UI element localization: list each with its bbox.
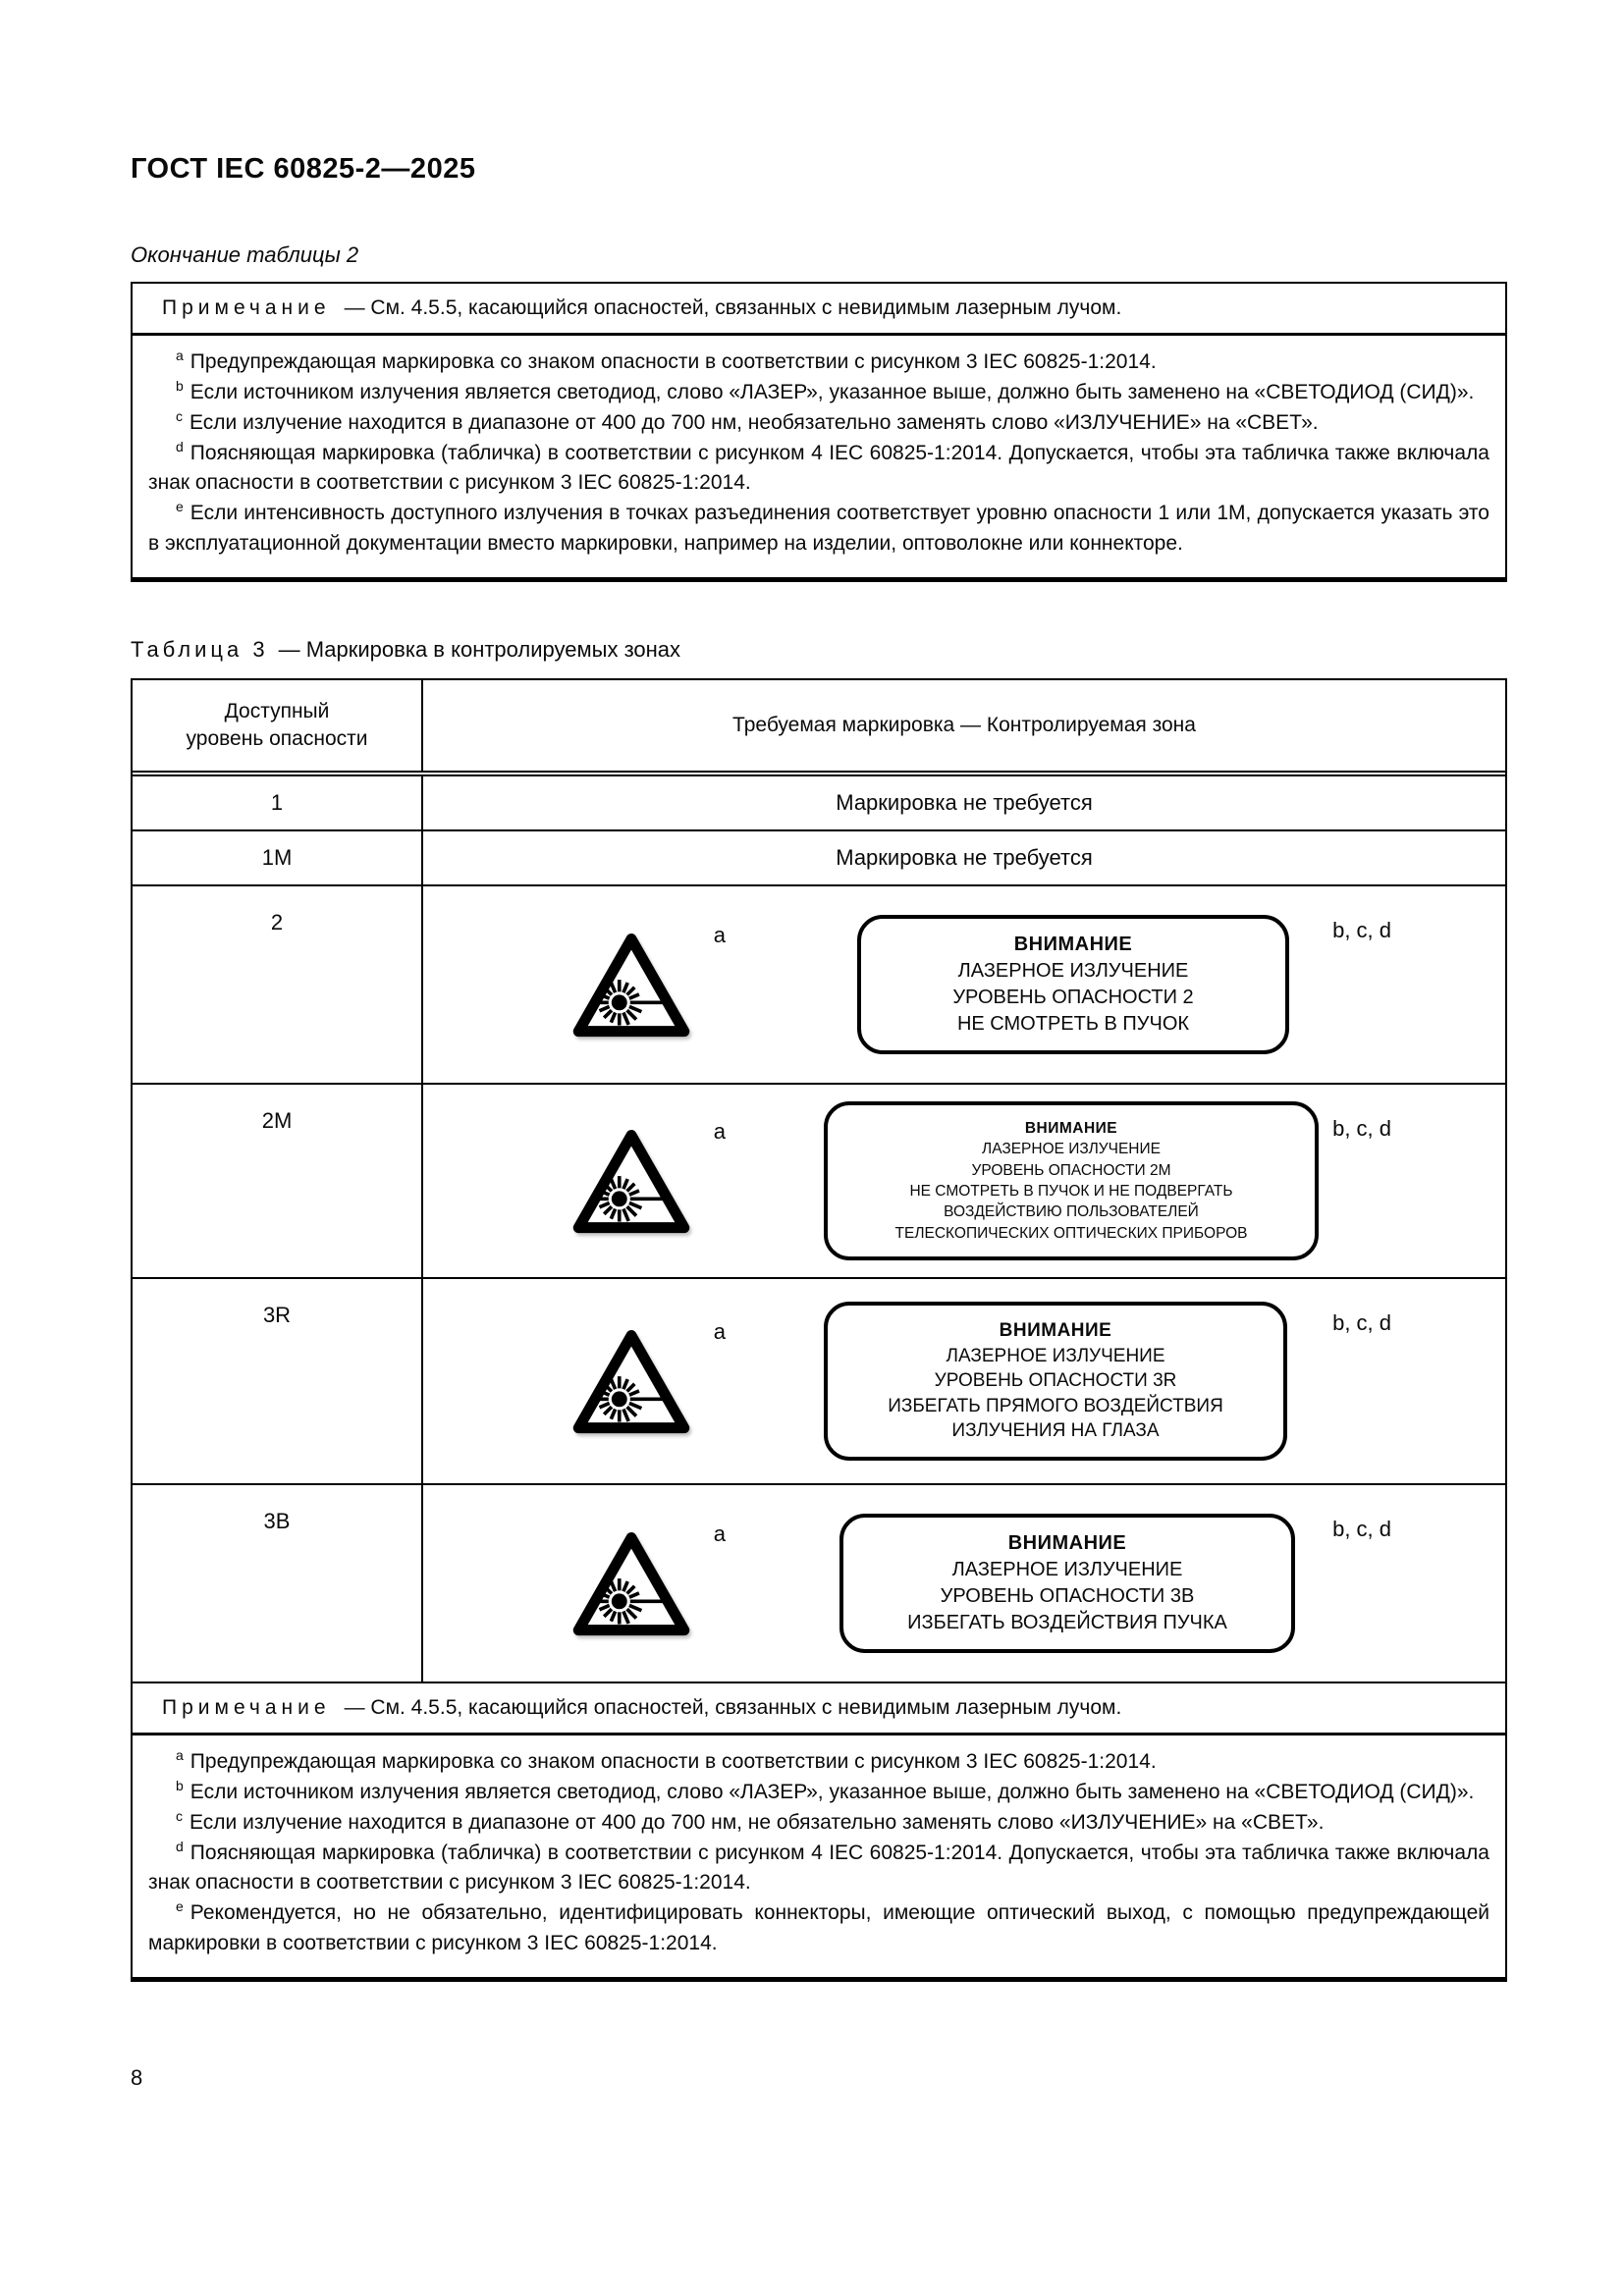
laser-warning-icon	[570, 931, 692, 1039]
sign-footnote-ref: a	[713, 923, 726, 948]
warning-line: ЛАЗЕРНОЕ ИЗЛУЧЕНИЕ	[957, 960, 1189, 983]
header-line: Требуемая маркировка — Контролируемая зона	[732, 713, 1196, 736]
warning-label-box	[824, 1101, 1319, 1260]
marking-cell	[423, 1085, 1505, 1277]
table2-continuation-label: Окончание таблицы 2	[131, 242, 359, 267]
footnote-text: Если источником излучения является светодиод, слово «ЛАЗЕР», указанное выше, должно быть заменено на «СВЕТОДИОД (СИД)».	[189, 380, 1475, 403]
hazard-level: 1М	[133, 831, 423, 884]
footnote-text: Поясняющая маркировка (табличка) в соответствии с рисунком 4 IEC 60825-1:2014. Допускается, чтобы эта табличка также включала знак опасности в соответствии с рисунком 3 IEC 60825-1:2014.	[148, 441, 1489, 495]
footnote-a	[148, 1747, 1489, 1778]
footnote-b	[148, 378, 1489, 408]
standard-designation: ГОСТ IEC 60825-2—2025	[131, 153, 476, 185]
sign-footnote-ref: a	[713, 1319, 726, 1345]
warning-line: ВНИМАНИЕ	[1013, 934, 1133, 956]
footnote-marker: a	[176, 347, 184, 363]
footnote-d	[148, 1839, 1489, 1899]
laser-warning-sign	[570, 923, 726, 1039]
warning-line: ТЕЛЕСКОПИЧЕСКИХ ОПТИЧЕСКИХ ПРИБОРОВ	[894, 1224, 1248, 1242]
laser-warning-sign	[570, 1522, 726, 1637]
row-footnote-refs: b, c, d	[1332, 918, 1391, 943]
marking-cell	[423, 1485, 1505, 1682]
table-row-class1	[133, 776, 1505, 831]
note-text: — См. 4.5.5, касающийся опасностей, связанных с невидимым лазерным лучом.	[344, 1696, 1122, 1720]
table-row-class3B	[133, 1485, 1505, 1683]
footnote-marker: c	[176, 407, 183, 424]
footnote-text: Предупреждающая маркировка со знаком опасности в соответствии с рисунком 3 IEC 60825-1:2014.	[189, 1750, 1157, 1774]
footnote-c	[148, 408, 1489, 439]
warning-label-box	[857, 915, 1289, 1053]
table-row-class3R	[133, 1279, 1505, 1485]
footnote-text: Поясняющая маркировка (табличка) в соответствии с рисунком 4 IEC 60825-1:2014. Допускается, чтобы эта табличка также включала знак опасности в соответствии с рисунком 3 IEC 60825-1:2014.	[148, 1841, 1489, 1895]
page-content	[131, 0, 1507, 1982]
footnote-text: Рекомендуется, но не обязательно, идентифицировать коннекторы, имеющие оптический выход, с помощью предупреждающей маркировки в соответствии с рисунком 3 IEC 60825-1:2014.	[148, 1901, 1489, 1955]
table3-header-level	[133, 680, 423, 771]
hazard-level: 1	[133, 776, 423, 829]
footnote-marker: e	[176, 1898, 184, 1915]
note-label: Примечание	[162, 1696, 331, 1720]
table3-header-row	[133, 680, 1505, 776]
row-footnote-refs: b, c, d	[1332, 1310, 1391, 1336]
laser-warning-icon	[570, 1529, 692, 1637]
sign-footnote-ref: a	[713, 1522, 726, 1547]
footnote-b	[148, 1778, 1489, 1808]
sign-footnote-ref: a	[713, 1119, 726, 1145]
header-line: Доступный	[224, 699, 330, 722]
table2-footnotes	[133, 336, 1505, 577]
warning-line: ИЗЛУЧЕНИЯ НА ГЛАЗА	[951, 1420, 1160, 1442]
warning-line: ИЗБЕГАТЬ ПРЯМОГО ВОЗДЕЙСТВИЯ	[888, 1395, 1223, 1416]
table3-caption-title: — Маркировка в контролируемых зонах	[278, 637, 681, 663]
note-text: — См. 4.5.5, касающийся опасностей, связанных с невидимым лазерным лучом.	[344, 296, 1122, 319]
warning-line: ВНИМАНИЕ	[1007, 1532, 1127, 1555]
marking-cell	[423, 886, 1505, 1083]
footnote-a	[148, 347, 1489, 378]
footnote-e	[148, 499, 1489, 560]
footnote-d	[148, 439, 1489, 500]
warning-line: УРОВЕНЬ ОПАСНОСТИ 3В	[940, 1585, 1195, 1608]
warning-line: ЛАЗЕРНОЕ ИЗЛУЧЕНИЕ	[951, 1559, 1183, 1581]
warning-label-box	[824, 1302, 1287, 1460]
hazard-level: 2М	[133, 1085, 423, 1277]
warning-line: ВОЗДЕЙСТВИЮ ПОЛЬЗОВАТЕЛЕЙ	[944, 1203, 1199, 1221]
marking-value: Маркировка не требуется	[836, 790, 1093, 816]
table2-note-row	[133, 284, 1505, 336]
footnote-e	[148, 1898, 1489, 1959]
footnote-marker: b	[176, 1777, 184, 1793]
warning-line: ВНИМАНИЕ	[1024, 1119, 1118, 1137]
footnote-text: Если излучение находится в диапазоне от 400 до 700 нм, необязательно заменять слово «ИЗЛУЧЕНИЕ» на «СВЕТ».	[189, 410, 1319, 434]
warning-line: ИЗБЕГАТЬ ВОЗДЕЙСТВИЯ ПУЧКА	[907, 1611, 1227, 1633]
laser-warning-sign	[570, 1319, 726, 1435]
table3-footnotes	[133, 1735, 1505, 1977]
warning-line: УРОВЕНЬ ОПАСНОСТИ 2	[952, 987, 1194, 1009]
footnote-c	[148, 1808, 1489, 1839]
footnote-marker: c	[176, 1807, 183, 1824]
marking-value: Маркировка не требуется	[836, 845, 1093, 871]
footnote-marker: d	[176, 438, 184, 454]
warning-line: НЕ СМОТРЕТЬ В ПУЧОК	[956, 1012, 1190, 1035]
laser-warning-sign	[570, 1119, 726, 1235]
warning-line: ЛАЗЕРНОЕ ИЗЛУЧЕНИЕ	[982, 1141, 1161, 1158]
footnote-text: Если излучение находится в диапазоне от 400 до 700 нм, не обязательно заменять слово «ИЗЛУЧЕНИЕ» на «СВЕТ».	[189, 1810, 1325, 1834]
footnote-marker: a	[176, 1747, 184, 1764]
laser-warning-icon	[570, 1127, 692, 1235]
footnote-text: Если источником излучения является светодиод, слово «ЛАЗЕР», указанное выше, должно быть заменено на «СВЕТОДИОД (СИД)».	[189, 1780, 1475, 1803]
warning-line: УРОВЕНЬ ОПАСНОСТИ 3R	[934, 1370, 1177, 1392]
header-line: уровень опасности	[186, 727, 368, 751]
warning-label-box	[839, 1514, 1295, 1652]
footnote-marker: b	[176, 377, 184, 394]
table3	[131, 678, 1507, 1982]
hazard-level: 3В	[133, 1485, 423, 1682]
table3-caption-label: Таблица 3	[131, 637, 269, 663]
table-row-class1M	[133, 831, 1505, 886]
table-row-class2	[133, 886, 1505, 1085]
footnote-marker: e	[176, 499, 184, 515]
laser-warning-icon	[570, 1327, 692, 1435]
table3-caption	[131, 637, 1507, 663]
marking-cell	[423, 1279, 1505, 1483]
table3-header-marking	[423, 680, 1505, 771]
hazard-level: 3R	[133, 1279, 423, 1483]
row-footnote-refs: b, c, d	[1332, 1517, 1391, 1542]
page-number: 8	[131, 2065, 143, 2090]
warning-line: УРОВЕНЬ ОПАСНОСТИ 2М	[971, 1161, 1171, 1179]
warning-line: ЛАЗЕРНОЕ ИЗЛУЧЕНИЕ	[946, 1345, 1165, 1366]
hazard-level: 2	[133, 886, 423, 1083]
warning-line: ВНИМАНИЕ	[999, 1320, 1112, 1342]
note-label: Примечание	[162, 296, 331, 319]
footnote-text: Если интенсивность доступного излучения в точках разъединения соответствует уровню опасности 1 или 1М, допускается указать это в эксплуатационной документации вместо маркировки, например на изделии, оптоволокне или коннекторе.	[148, 502, 1489, 556]
table3-note-row	[133, 1683, 1505, 1735]
footnote-marker: d	[176, 1838, 184, 1854]
footnote-text: Предупреждающая маркировка со знаком опасности в соответствии с рисунком 3 IEC 60825-1:2014.	[189, 350, 1157, 373]
table2-end-block	[131, 282, 1507, 582]
warning-line: НЕ СМОТРЕТЬ В ПУЧОК И НЕ ПОДВЕРГАТЬ	[909, 1183, 1233, 1201]
row-footnote-refs: b, c, d	[1332, 1116, 1391, 1142]
table-row-class2M	[133, 1085, 1505, 1279]
